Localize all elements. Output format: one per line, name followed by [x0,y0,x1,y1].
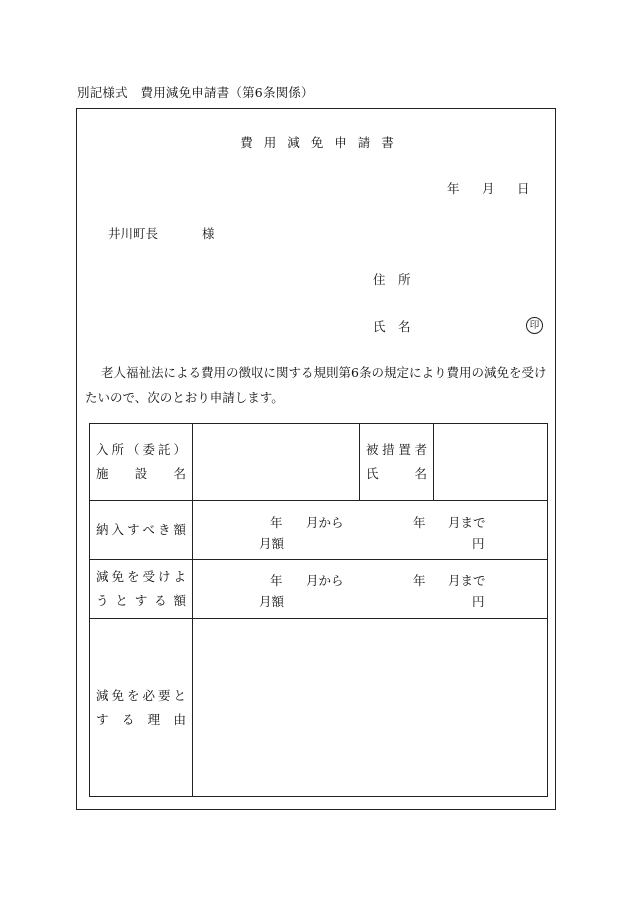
payment-label: 納入すべき額 [90,501,193,560]
person-label: 被措置者 氏 名 [360,424,434,501]
date-year-label: 年 [447,181,460,196]
seal-icon: 印 [526,317,543,334]
honorific: 様 [202,226,215,241]
reduction-amount-field[interactable]: 年 月から 年 月まで 月額 円 [193,560,548,619]
application-form [76,108,556,810]
reason-field[interactable] [193,619,548,797]
address-label: 住 所 [373,272,411,287]
facility-name-field[interactable] [193,424,360,501]
addressee: 井川町長 [108,226,159,241]
reason-label: 減免を必要と する理由 [90,619,193,797]
application-table [89,423,548,797]
application-statement: 老人福祉法による費用の徴収に関する規則第6条の規定により費用の減免を受けたいので、次のとおり申請します。 [85,365,547,405]
form-caption: 別記様式 費用減免申請書（第6条関係） [77,85,314,100]
facility-label: 入所（委託） 施 設 名 [90,424,193,501]
name-label: 氏 名 [373,319,411,334]
payment-amount-field[interactable]: 年 月から 年 月まで 月額 円 [193,501,548,560]
date-month-label: 月 [482,181,495,196]
date-day-label: 日 [517,181,530,196]
reduction-label: 減免を受けよ うとする額 [90,560,193,619]
form-title: 費用減免申請書 [240,135,405,150]
person-name-field[interactable] [434,424,548,501]
